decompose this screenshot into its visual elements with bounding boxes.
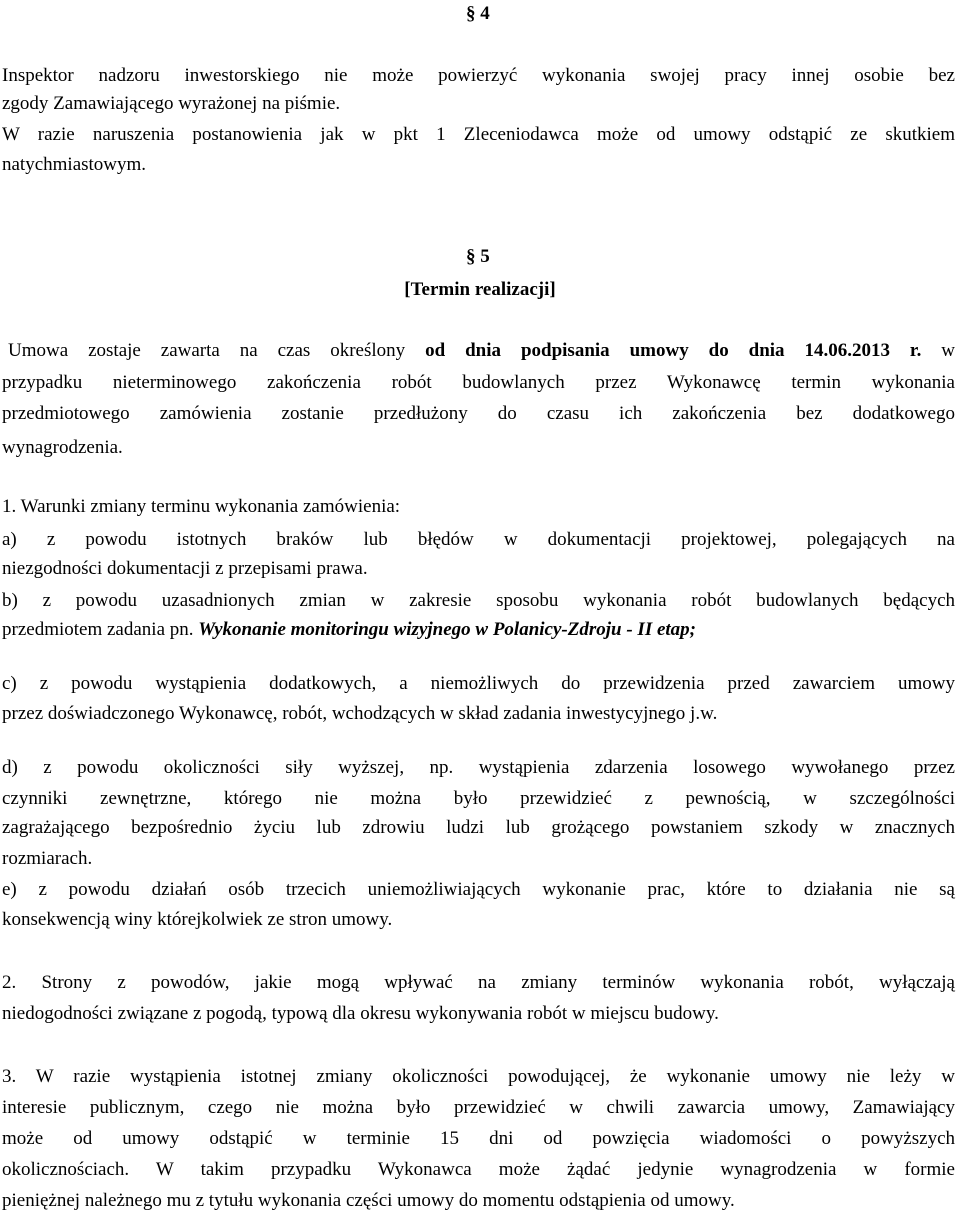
text-line: c) z powodu wystąpienia dodatkowych, a niemożliwych do przewidzenia przed zawarciem umowy bbox=[2, 673, 955, 694]
deadline-date: od dnia podpisania umowy do dnia 14.06.2013 r. bbox=[425, 340, 922, 361]
text-line: 2. Strony z powodów, jakie mogą wpływać na zmiany terminów wykonania robót, wyłączają bbox=[2, 972, 955, 993]
text-line: niedogodności związane z pogodą, typową dla okresu wykonywania robót w miejscu budowy. bbox=[2, 1003, 719, 1024]
text-line bbox=[2, 616, 955, 644]
project-name: Wykonanie monitoringu wizyjnego w Polanicy-Zdroju - II etap; bbox=[198, 619, 697, 640]
text-line: W razie naruszenia postanowienia jak w pkt 1 Zleceniodawca może od umowy odstąpić ze skutkiem bbox=[2, 124, 955, 145]
text-line: niezgodności dokumentacji z przepisami prawa. bbox=[2, 558, 368, 579]
text-line: e) z powodu działań osób trzecich uniemożliwiających wykonanie prac, które to działania nie są bbox=[2, 879, 955, 900]
text-line: zagrażającego bezpośrednio życiu lub zdrowiu ludzi lub grożącego powstaniem szkody w znacznych bbox=[2, 817, 955, 838]
text-line: wynagrodzenia. bbox=[2, 437, 123, 458]
text-line: czynniki zewnętrzne, którego nie można było przewidzieć z pewnością, w szczególności bbox=[2, 788, 955, 809]
text-span: przedmiotem zadania pn. bbox=[2, 619, 194, 640]
text-line: pieniężnej należnego mu z tytułu wykonania części umowy do momentu odstąpienia od umowy. bbox=[2, 1190, 735, 1211]
text-line: b) z powodu uzasadnionych zmian w zakresie sposobu wykonania robót budowlanych będących bbox=[2, 590, 955, 611]
text-line: okolicznościach. W takim przypadku Wykonawca może żądać jedynie wynagrodzenia w formie bbox=[2, 1159, 955, 1180]
text-line: przypadku nieterminowego zakończenia robót budowlanych przez Wykonawcę termin wykonania bbox=[2, 372, 955, 393]
text-line: d) z powodu okoliczności siły wyższej, np. wystąpienia zdarzenia losowego wywołanego przez bbox=[2, 757, 955, 778]
text-line: interesie publicznym, czego nie można było przewidzieć w chwili zawarcia umowy, Zamawiający bbox=[2, 1097, 955, 1118]
text-line: konsekwencją winy którejkolwiek ze stron umowy. bbox=[2, 909, 393, 930]
text-span: Umowa zostaje zawarta na czas określony bbox=[8, 340, 406, 361]
section-number: 4 bbox=[480, 3, 490, 24]
text-line: Inspektor nadzoru inwestorskiego nie może powierzyć wykonania swojej pracy innej osobie bez bbox=[2, 65, 955, 86]
text-line: a) z powodu istotnych braków lub błędów w dokumentacji projektowej, polegających na bbox=[2, 529, 955, 550]
section-number: 5 bbox=[480, 246, 490, 267]
text-line: natychmiastowym. bbox=[2, 154, 147, 175]
text-line: 3. W razie wystąpienia istotnej zmiany okoliczności powodującej, że wykonanie umowy nie leży w bbox=[2, 1066, 955, 1087]
text-line: rozmiarach. bbox=[2, 848, 93, 869]
section-5-heading bbox=[466, 243, 490, 271]
section-4-heading bbox=[466, 0, 490, 28]
text-line bbox=[8, 337, 955, 365]
paragraph-mark: § bbox=[466, 3, 476, 24]
text-line: przez doświadczonego Wykonawcę, robót, wchodzących w skład zadania inwestycyjnego j.w. bbox=[2, 703, 718, 724]
text-line: 1. Warunki zmiany terminu wykonania zamówienia: bbox=[2, 496, 401, 517]
text-line: przedmiotowego zamówienia zostanie przedłużony do czasu ich zakończenia bez dodatkowego bbox=[2, 403, 955, 424]
text-span: w bbox=[941, 340, 956, 361]
section-title: [Termin realizacji] bbox=[404, 279, 556, 300]
text-line: zgody Zamawiającego wyrażonej na piśmie. bbox=[2, 93, 341, 114]
paragraph-mark: § bbox=[466, 246, 476, 267]
text-line: może od umowy odstąpić w terminie 15 dni od powzięcia wiadomości o powyższych bbox=[2, 1128, 955, 1149]
